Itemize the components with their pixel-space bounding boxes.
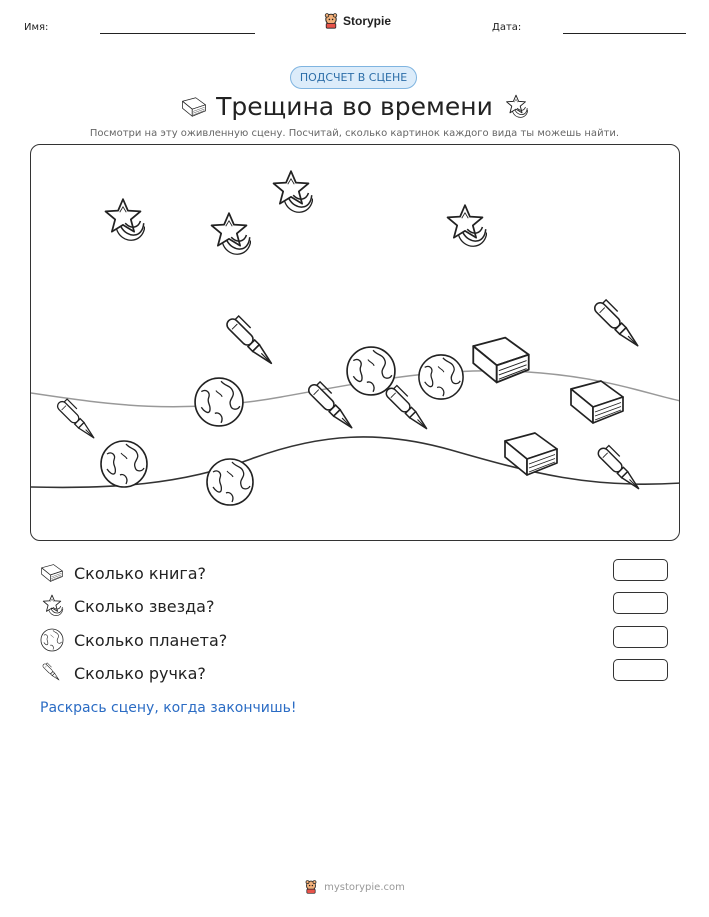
- question-planets: [40, 628, 227, 652]
- planet-icon: [101, 441, 147, 487]
- planet-icon: [419, 355, 463, 399]
- answer-box-stars[interactable]: [613, 592, 668, 614]
- question-pens-text: Сколько ручка?: [74, 663, 206, 683]
- page-subtitle: Посмотри на эту оживленную сцену. Посчитай, сколько картинок каждого вида ты можешь найти.: [89, 128, 620, 139]
- answer-box-books[interactable]: [613, 559, 668, 581]
- activity-badge: ПОДСЧЕТ В СЦЕНЕ: [290, 66, 417, 89]
- pen-icon: [56, 397, 100, 441]
- counting-scene: [30, 144, 680, 541]
- book-icon: [505, 433, 557, 475]
- pen-icon: [40, 661, 64, 685]
- name-label: Имя:: [24, 22, 49, 33]
- planet-icon: [195, 378, 243, 426]
- star-icon: [212, 213, 251, 254]
- book-icon: [473, 338, 528, 383]
- planet-icon: [207, 459, 253, 505]
- planet-icon: [347, 347, 395, 395]
- brand: [323, 13, 391, 29]
- footer-link[interactable]: mystorypie.com: [324, 881, 405, 893]
- name-field-line[interactable]: [100, 33, 255, 34]
- answer-box-pens[interactable]: [613, 659, 668, 681]
- storypie-logo-icon: [323, 13, 339, 29]
- question-stars: [40, 594, 214, 618]
- answer-box-planets[interactable]: [613, 626, 668, 648]
- question-books-text: Сколько книга?: [74, 563, 207, 583]
- storypie-logo-icon: [304, 880, 318, 894]
- pen-icon: [592, 297, 644, 349]
- planet-icon: [40, 628, 64, 652]
- title-star-icon: [504, 94, 528, 120]
- page-title: Трещина во времени: [216, 92, 493, 121]
- brand-name: Storypie: [343, 14, 392, 28]
- book-icon: [571, 381, 623, 423]
- star-icon: [40, 594, 64, 618]
- coloring-instruction: Раскрась сцену, когда закончишь!: [40, 700, 297, 716]
- question-planets-text: Сколько планета?: [74, 630, 228, 650]
- footer: [0, 880, 709, 894]
- star-icon: [106, 199, 145, 240]
- star-icon: [448, 205, 487, 246]
- pen-icon: [225, 313, 279, 367]
- question-stars-text: Сколько звезда?: [74, 596, 215, 616]
- question-books: [40, 561, 206, 585]
- date-label: Дата:: [492, 22, 522, 33]
- date-field-line[interactable]: [563, 33, 686, 34]
- star-icon: [274, 171, 313, 212]
- book-icon: [40, 561, 64, 585]
- question-pens: [40, 661, 206, 685]
